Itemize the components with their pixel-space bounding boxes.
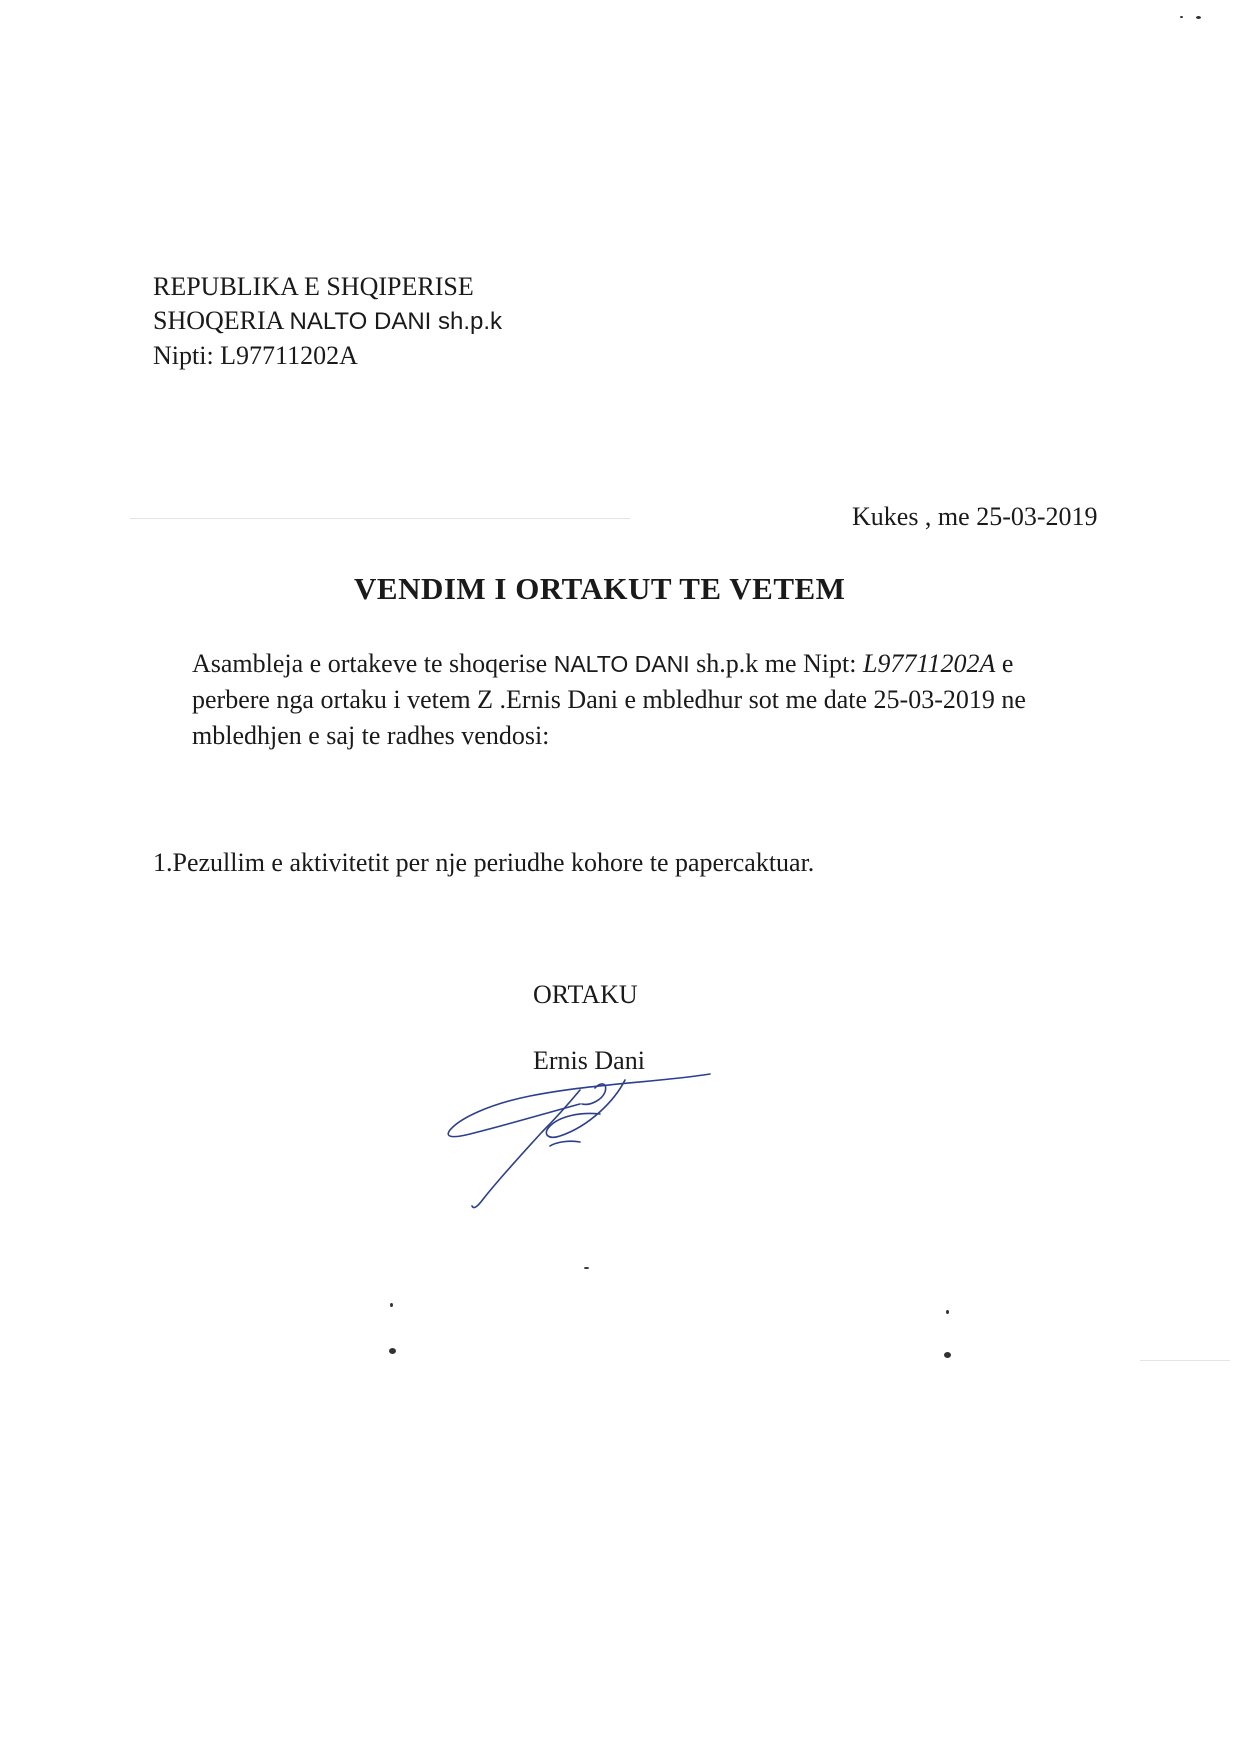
place-date: Kukes , me 25-03-2019 (852, 502, 1098, 531)
handwritten-signature (430, 1060, 730, 1220)
body-text: perbere nga ortaku i vetem Z .Ernis Dani (192, 685, 625, 714)
scan-speck (390, 1303, 393, 1307)
scan-speck (389, 1348, 396, 1354)
nipt-value: L97711202A (862, 649, 996, 678)
body-text: sh.p.k me Nipt: (689, 649, 863, 678)
body-text: Asambleja e ortakeve te shoqerise (192, 649, 554, 678)
decision-item: 1.Pezullim e aktivitetit per nje periudhe kohore te papercaktuar. (153, 848, 815, 877)
company-suffix: sh.p.k (431, 308, 503, 335)
company-line (153, 306, 502, 336)
scan-line (1140, 1360, 1230, 1361)
scan-speck (944, 1352, 951, 1358)
body-line-2 (192, 685, 1026, 715)
scan-speck (1180, 16, 1183, 18)
company-prefix: SHOQERIA (153, 306, 290, 335)
body-text: e (995, 649, 1014, 678)
nipt-line: Nipti: L97711202A (153, 341, 358, 370)
scan-speck (946, 1310, 949, 1314)
scan-speck (1196, 16, 1201, 19)
scan-speck (584, 1267, 589, 1269)
signatory-role: ORTAKU (533, 980, 638, 1009)
scan-line (130, 518, 630, 519)
body-line-3: mbledhjen e saj te radhes vendosi: (192, 721, 550, 750)
signatory-name: Ernis Dani (533, 1046, 645, 1075)
body-text: e mbledhur sot me date 25-03-2019 ne (624, 685, 1026, 714)
document-title: VENDIM I ORTAKUT TE VETEM (354, 571, 846, 606)
body-line-1 (192, 649, 1013, 679)
company-name: NALTO DANI (289, 308, 432, 335)
country-name: REPUBLIKA E SHQIPERISE (153, 272, 474, 301)
company-name-inline: NALTO DANI (553, 651, 690, 677)
